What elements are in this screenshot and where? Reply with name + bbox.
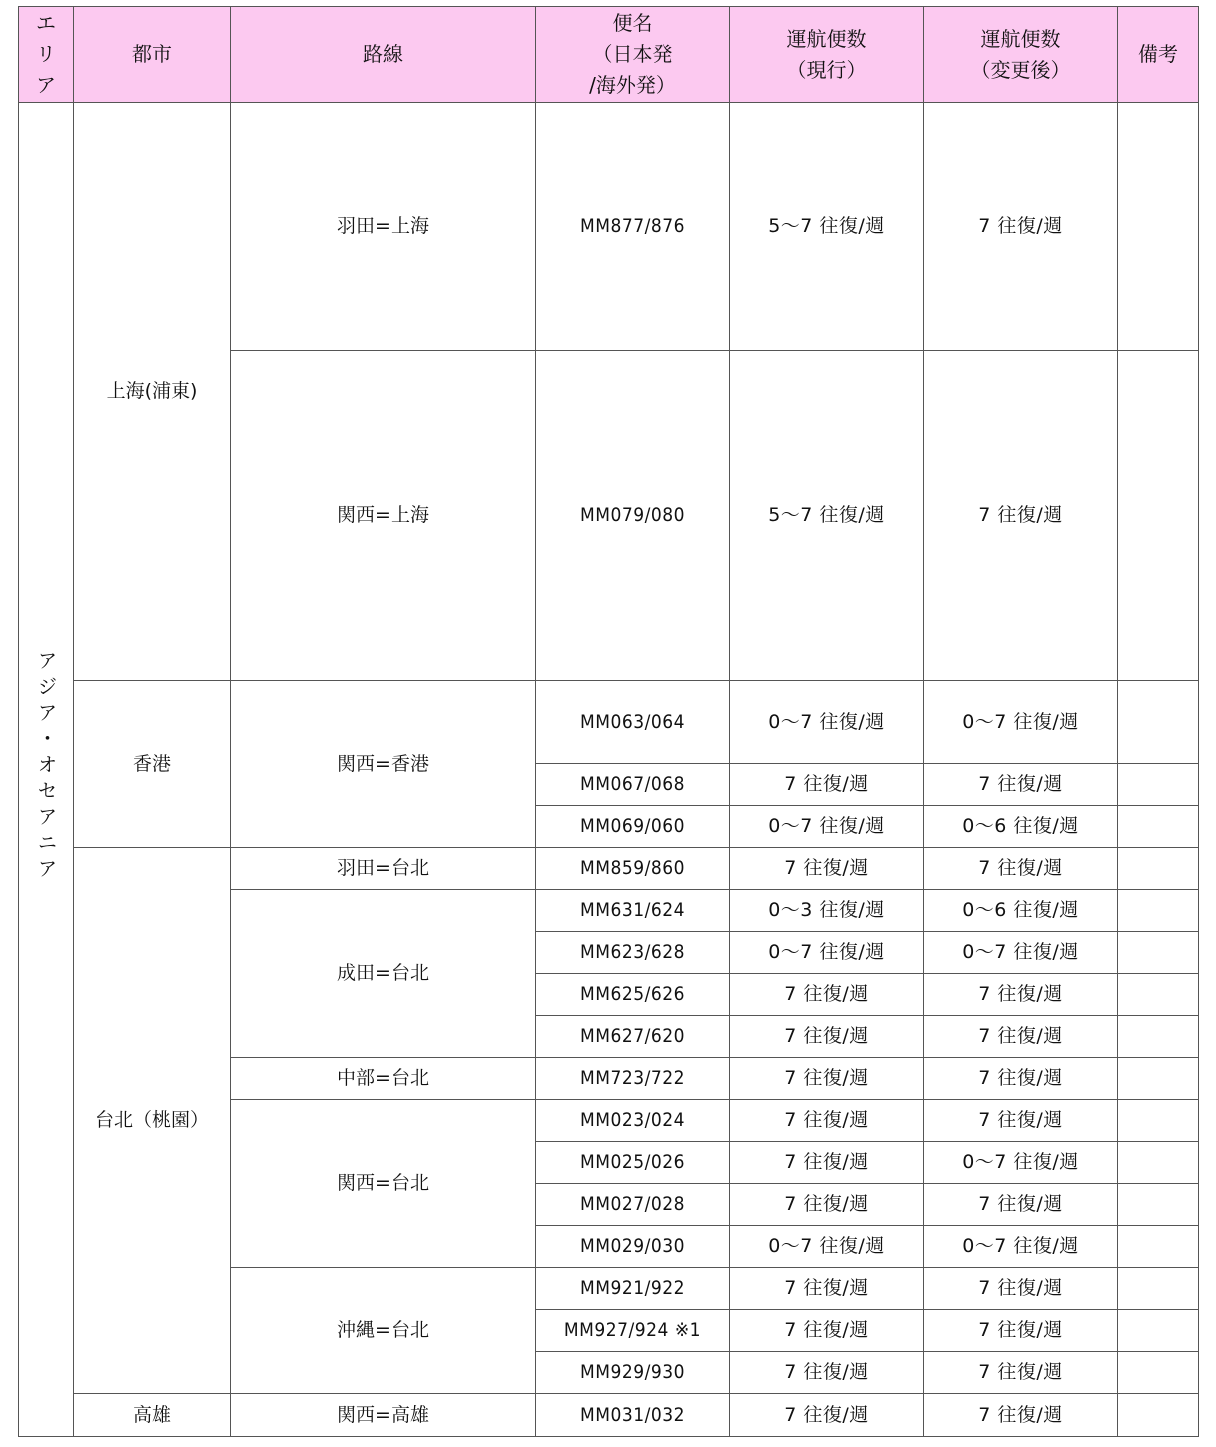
frequency-changed: 0～6 往復/週 bbox=[924, 890, 1118, 932]
remarks-cell bbox=[1118, 1058, 1199, 1100]
route-cell: 関西=上海 bbox=[231, 351, 536, 681]
remarks-cell bbox=[1118, 1394, 1199, 1437]
remarks-cell bbox=[1118, 848, 1199, 890]
frequency-changed: 0～7 往復/週 bbox=[924, 932, 1118, 974]
city-cell-hongkong: 香港 bbox=[74, 681, 231, 848]
frequency-current: 7 往復/週 bbox=[730, 1268, 924, 1310]
header-route: 路線 bbox=[231, 7, 536, 103]
remarks-cell bbox=[1118, 1352, 1199, 1394]
frequency-changed: 7 往復/週 bbox=[924, 974, 1118, 1016]
route-cell: 関西=高雄 bbox=[231, 1394, 536, 1437]
frequency-current: 7 往復/週 bbox=[730, 1100, 924, 1142]
flight-number: MM027/028 bbox=[536, 1184, 730, 1226]
header-frequency-changed: 運航便数 （変更後） bbox=[924, 7, 1118, 103]
frequency-changed: 7 往復/週 bbox=[924, 1268, 1118, 1310]
flight-number: MM859/860 bbox=[536, 848, 730, 890]
frequency-changed: 7 往復/週 bbox=[924, 1310, 1118, 1352]
remarks-cell bbox=[1118, 103, 1199, 351]
header-city: 都市 bbox=[74, 7, 231, 103]
flight-number: MM029/030 bbox=[536, 1226, 730, 1268]
frequency-changed: 7 往復/週 bbox=[924, 848, 1118, 890]
frequency-changed: 7 往復/週 bbox=[924, 351, 1118, 681]
frequency-current: 7 往復/週 bbox=[730, 1058, 924, 1100]
flight-number: MM921/922 bbox=[536, 1268, 730, 1310]
frequency-changed: 7 往復/週 bbox=[924, 764, 1118, 806]
table-row bbox=[19, 103, 1199, 351]
frequency-changed: 7 往復/週 bbox=[924, 1016, 1118, 1058]
flight-number: MM031/032 bbox=[536, 1394, 730, 1437]
table-row bbox=[19, 1394, 1199, 1437]
remarks-cell bbox=[1118, 806, 1199, 848]
frequency-changed: 7 往復/週 bbox=[924, 1100, 1118, 1142]
frequency-changed: 0～7 往復/週 bbox=[924, 1142, 1118, 1184]
flight-number: MM023/024 bbox=[536, 1100, 730, 1142]
flight-number: MM627/620 bbox=[536, 1016, 730, 1058]
frequency-current: 7 往復/週 bbox=[730, 1310, 924, 1352]
frequency-current: 7 往復/週 bbox=[730, 1142, 924, 1184]
frequency-changed: 0～6 往復/週 bbox=[924, 806, 1118, 848]
route-cell: 中部=台北 bbox=[231, 1058, 536, 1100]
frequency-changed: 7 往復/週 bbox=[924, 1184, 1118, 1226]
frequency-current: 0～7 往復/週 bbox=[730, 806, 924, 848]
frequency-current: 5～7 往復/週 bbox=[730, 351, 924, 681]
flight-number: MM067/068 bbox=[536, 764, 730, 806]
flight-number: MM063/064 bbox=[536, 681, 730, 764]
frequency-current: 0～7 往復/週 bbox=[730, 932, 924, 974]
remarks-cell bbox=[1118, 1100, 1199, 1142]
frequency-current: 0～7 往復/週 bbox=[730, 1226, 924, 1268]
flight-number: MM929/930 bbox=[536, 1352, 730, 1394]
header-frequency-current: 運航便数 （現行） bbox=[730, 7, 924, 103]
flight-number: MM723/722 bbox=[536, 1058, 730, 1100]
city-cell-taipei: 台北（桃園） bbox=[74, 848, 231, 1394]
frequency-current: 7 往復/週 bbox=[730, 974, 924, 1016]
remarks-cell bbox=[1118, 974, 1199, 1016]
remarks-cell bbox=[1118, 932, 1199, 974]
frequency-current: 7 往復/週 bbox=[730, 1352, 924, 1394]
frequency-current: 7 往復/週 bbox=[730, 848, 924, 890]
flight-number: MM631/624 bbox=[536, 890, 730, 932]
frequency-changed: 0～7 往復/週 bbox=[924, 1226, 1118, 1268]
city-cell-shanghai: 上海(浦東) bbox=[74, 103, 231, 681]
route-cell: 成田=台北 bbox=[231, 890, 536, 1058]
frequency-changed: 7 往復/週 bbox=[924, 1352, 1118, 1394]
area-cell bbox=[19, 103, 74, 1437]
frequency-current: 0～3 往復/週 bbox=[730, 890, 924, 932]
remarks-cell bbox=[1118, 351, 1199, 681]
remarks-cell bbox=[1118, 1142, 1199, 1184]
area-name: アジア・オセアニア bbox=[34, 649, 58, 884]
frequency-changed: 7 往復/週 bbox=[924, 1394, 1118, 1437]
frequency-current: 7 往復/週 bbox=[730, 1184, 924, 1226]
route-cell: 羽田=上海 bbox=[231, 103, 536, 351]
flight-number: MM623/628 bbox=[536, 932, 730, 974]
table-row bbox=[19, 681, 1199, 764]
frequency-changed: 0～7 往復/週 bbox=[924, 681, 1118, 764]
frequency-current: 5～7 往復/週 bbox=[730, 103, 924, 351]
header-flight-number: 便名 （日本発 /海外発） bbox=[536, 7, 730, 103]
frequency-current: 7 往復/週 bbox=[730, 764, 924, 806]
header-remarks: 備考 bbox=[1118, 7, 1199, 103]
frequency-changed: 7 往復/週 bbox=[924, 103, 1118, 351]
remarks-cell bbox=[1118, 1268, 1199, 1310]
flight-number: MM025/026 bbox=[536, 1142, 730, 1184]
city-cell-kaohsiung: 高雄 bbox=[74, 1394, 231, 1437]
flight-schedule-table bbox=[18, 6, 1199, 1437]
frequency-current: 0～7 往復/週 bbox=[730, 681, 924, 764]
header-row bbox=[19, 7, 1199, 103]
remarks-cell bbox=[1118, 764, 1199, 806]
frequency-current: 7 往復/週 bbox=[730, 1394, 924, 1437]
frequency-changed: 7 往復/週 bbox=[924, 1058, 1118, 1100]
flight-number: MM079/080 bbox=[536, 351, 730, 681]
table-row bbox=[19, 848, 1199, 890]
flight-number: MM625/626 bbox=[536, 974, 730, 1016]
route-cell: 沖縄=台北 bbox=[231, 1268, 536, 1394]
header-area: エ リ ア bbox=[19, 7, 74, 103]
route-cell: 関西=台北 bbox=[231, 1100, 536, 1268]
remarks-cell bbox=[1118, 1226, 1199, 1268]
route-cell: 羽田=台北 bbox=[231, 848, 536, 890]
flight-number: MM069/060 bbox=[536, 806, 730, 848]
route-cell: 関西=香港 bbox=[231, 681, 536, 848]
remarks-cell bbox=[1118, 681, 1199, 764]
remarks-cell bbox=[1118, 890, 1199, 932]
flight-number: MM927/924 ※1 bbox=[536, 1310, 730, 1352]
remarks-cell bbox=[1118, 1184, 1199, 1226]
frequency-current: 7 往復/週 bbox=[730, 1016, 924, 1058]
remarks-cell bbox=[1118, 1016, 1199, 1058]
remarks-cell bbox=[1118, 1310, 1199, 1352]
flight-number: MM877/876 bbox=[536, 103, 730, 351]
